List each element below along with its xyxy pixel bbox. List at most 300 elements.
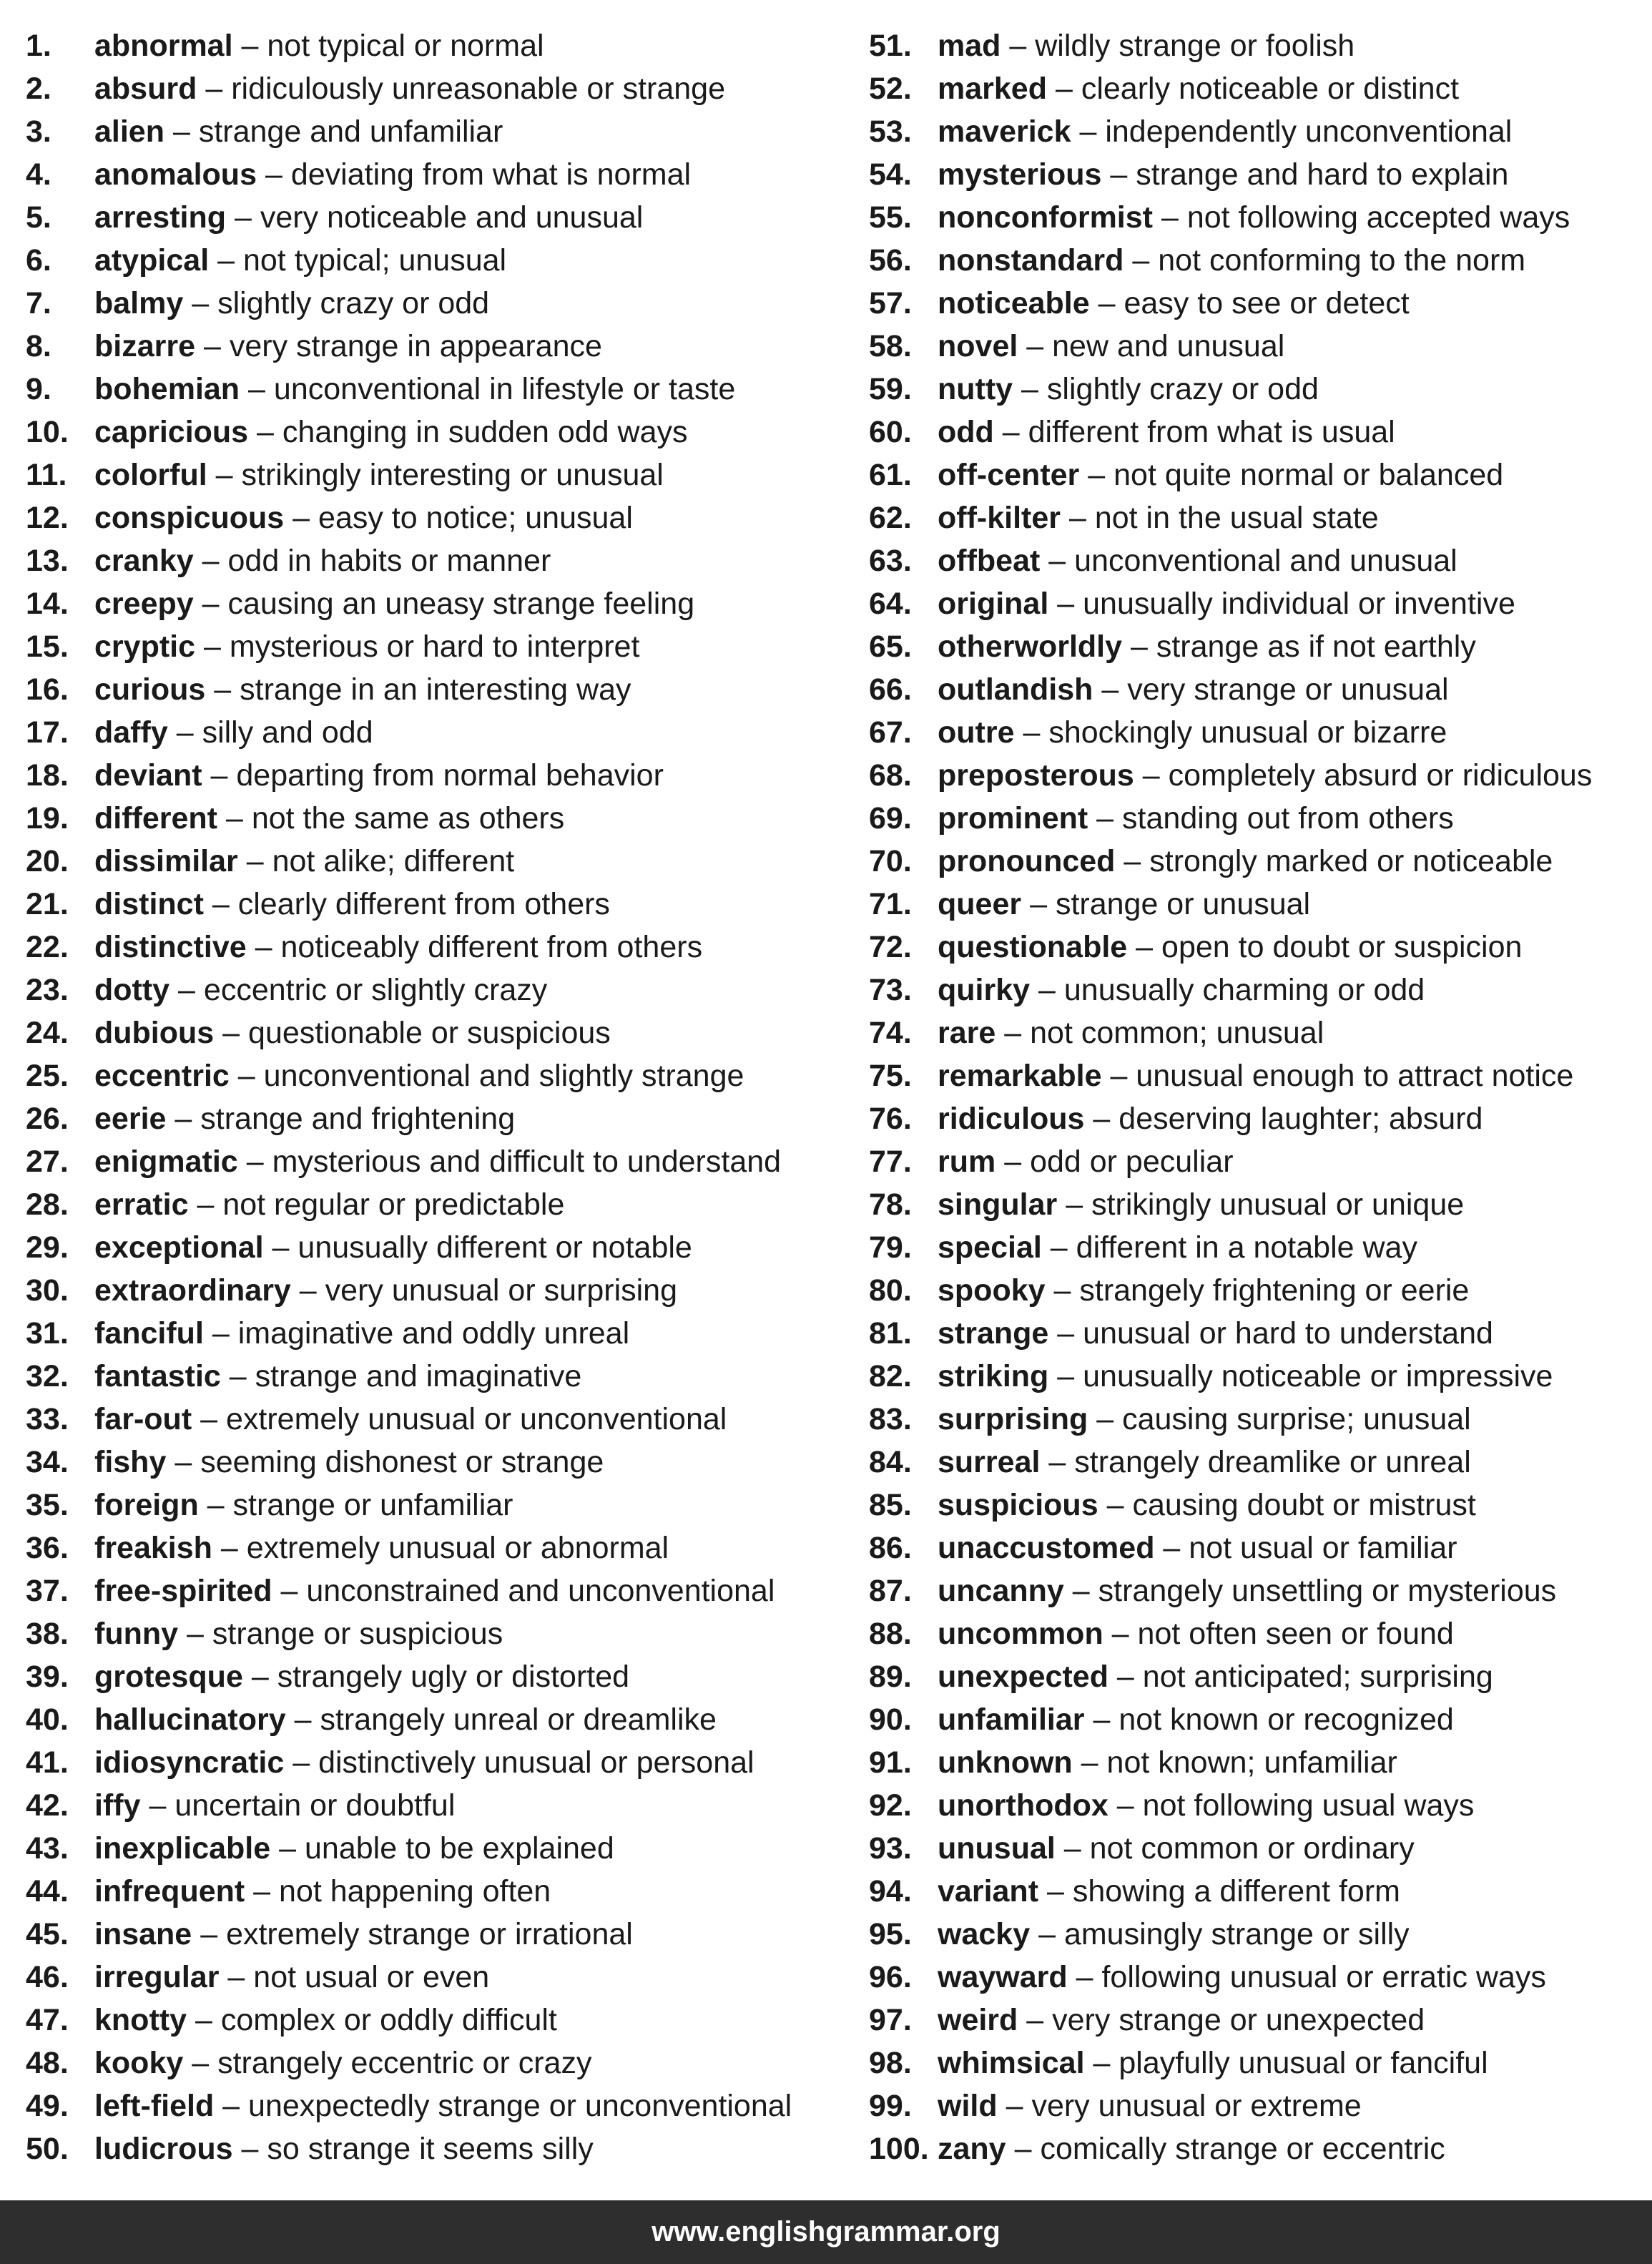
entry-dash: – [1063,1831,1081,1866]
entry-definition: strange as if not earthly [1156,629,1476,664]
entry-number: 87. [869,1574,912,1608]
entry-dash: – [174,1445,192,1479]
entry-number: 26. [26,1102,69,1136]
entry-word: nonstandard [938,243,1124,278]
entry-word: balmy [94,286,184,320]
entry-number: 61. [869,458,912,492]
entry-definition: extremely strange or irrational [226,1917,633,1951]
word-entry [869,1784,1641,1827]
entry-dash: – [1096,801,1114,835]
entry-word: spooky [938,1273,1046,1308]
entry-definition: not alike; different [272,844,515,878]
entry-dash: – [202,587,220,621]
entry-dash: – [279,1831,297,1866]
entry-definition: strangely ugly or distorted [277,1660,630,1694]
entry-number: 69. [869,801,912,835]
entry-number: 49. [26,2089,69,2123]
entry-number: 31. [26,1316,69,1351]
entry-dash: – [1111,1617,1129,1651]
entry-dash: – [251,1660,269,1694]
entry-dash: – [172,114,190,149]
word-entry [869,496,1641,539]
entry-dash: – [212,887,230,921]
entry-definition: unconventional and slightly strange [263,1059,744,1093]
word-entry [26,1484,848,1527]
word-entry [869,196,1641,239]
entry-word: prominent [938,801,1088,835]
entry-dash: – [1116,1788,1134,1823]
word-entry [26,1269,848,1312]
entry-dash: – [1057,1359,1075,1393]
entry-dash: – [1066,1187,1083,1222]
entry-number: 97. [869,2003,912,2037]
entry-word: questionable [938,930,1128,964]
entry-definition: deserving laughter; absurd [1118,1102,1483,1136]
entry-definition: different in a notable way [1076,1230,1417,1265]
entry-number: 58. [869,329,912,363]
entry-dash: – [241,29,259,63]
entry-number: 81. [869,1316,912,1351]
entry-definition: amusingly strange or silly [1063,1917,1410,1951]
entry-word: alien [94,114,164,149]
word-entry [26,969,848,1011]
entry-definition: very unusual or surprising [325,1273,678,1308]
word-entry [869,1655,1641,1698]
entry-dash: – [202,544,220,578]
entry-number: 79. [869,1230,912,1265]
entry-definition: distinctively unusual or personal [318,1745,754,1780]
entry-definition: odd in habits or manner [227,544,551,578]
entry-number: 19. [26,801,69,835]
entry-word: nonconformist [938,200,1153,235]
entry-word: eerie [94,1102,167,1136]
entry-number: 45. [26,1917,69,1951]
entry-definition: following unusual or erratic ways [1101,1960,1546,1994]
entry-definition: strangely unreal or dreamlike [320,1702,717,1737]
entry-dash: – [187,1617,204,1651]
entry-word: cryptic [94,629,196,664]
word-entry [869,239,1641,282]
entry-dash: – [1057,587,1075,621]
entry-definition: not known or recognized [1118,1702,1454,1737]
entry-definition: strangely unsettling or mysterious [1098,1574,1557,1608]
entry-dash: – [192,2046,210,2080]
entry-dash: – [214,672,232,707]
word-entry [26,1999,848,2042]
entry-definition: not usual or even [253,1960,490,1994]
entry-definition: strangely eccentric or crazy [217,2046,592,2080]
word-entry [869,1183,1641,1226]
entry-dash: – [246,844,264,878]
entry-dash: – [1093,1702,1111,1737]
entry-definition: eccentric or slightly crazy [203,973,548,1007]
entry-definition: not usual or familiar [1189,1531,1457,1565]
word-entry [26,754,848,797]
entry-definition: showing a different form [1072,1874,1400,1908]
word-entry [869,926,1641,969]
entry-word: outlandish [938,672,1093,707]
entry-definition: very strange or unexpected [1052,2003,1425,2037]
entry-definition: independently unconventional [1105,114,1513,149]
entry-dash: – [1046,1874,1064,1908]
entry-word: fantastic [94,1359,221,1393]
entry-definition: slightly crazy or odd [217,286,490,320]
entry-dash: – [299,1273,317,1308]
entry-word: outre [938,715,1015,750]
entry-word: surreal [938,1445,1041,1479]
entry-dash: – [1048,1445,1066,1479]
word-entry [869,24,1641,67]
word-entry [26,1870,848,1913]
word-entry [26,1612,848,1655]
entry-dash: – [234,200,252,235]
entry-definition: deviating from what is normal [290,157,692,192]
entry-dash: – [1081,1745,1098,1780]
word-entry [869,582,1641,625]
entry-word: whimsical [938,2046,1085,2080]
entry-definition: strange or suspicious [212,1617,503,1651]
entry-number: 51. [869,29,912,63]
entry-definition: departing from normal behavior [236,758,664,793]
word-entry [26,797,848,840]
entry-dash: – [1130,629,1148,664]
entry-definition: extremely unusual or abnormal [246,1531,669,1565]
word-entry [26,1226,848,1269]
entry-definition: not the same as others [251,801,565,835]
entry-definition: not following usual ways [1142,1788,1475,1823]
entry-number: 29. [26,1230,69,1265]
entry-definition: unusually different or notable [298,1230,692,1265]
entry-word: ludicrous [94,2132,233,2166]
entry-definition: strange and imaginative [255,1359,582,1393]
entry-definition: not regular or predictable [222,1187,565,1222]
entry-number: 55. [869,200,912,235]
entry-dash: – [257,415,274,449]
entry-definition: odd or peculiar [1030,1145,1234,1179]
entry-number: 70. [869,844,912,878]
entry-word: enigmatic [94,1145,238,1179]
entry-word: distinctive [94,930,247,964]
word-entry [869,754,1641,797]
entry-number: 35. [26,1488,69,1522]
entry-definition: unconventional in lifestyle or taste [273,372,736,406]
entry-number: 14. [26,587,69,621]
word-entry [869,153,1641,196]
entry-dash: – [1076,1960,1093,1994]
entry-definition: strangely frightening or eerie [1079,1273,1470,1308]
entry-number: 52. [869,72,912,106]
entry-definition: unusual or hard to understand [1083,1316,1493,1351]
word-entry [26,582,848,625]
word-entry [26,2084,848,2127]
entry-definition: not common or ordinary [1089,1831,1415,1866]
entry-word: weird [938,2003,1018,2037]
entry-dash: – [203,629,221,664]
entry-number: 94. [869,1874,912,1908]
entry-word: idiosyncratic [94,1745,285,1780]
entry-word: special [938,1230,1042,1265]
entry-dash: – [176,715,194,750]
entry-definition: easy to see or detect [1124,286,1410,320]
entry-number: 73. [869,973,912,1007]
word-entry [869,325,1641,368]
entry-dash: – [229,1359,247,1393]
entry-definition: not typical; unusual [242,243,507,278]
entry-word: grotesque [94,1660,243,1694]
entry-word: variant [938,1874,1039,1908]
entry-word: bizarre [94,329,196,363]
entry-definition: very noticeable and unusual [260,200,644,235]
word-entry [869,1140,1641,1183]
word-entry [869,2042,1641,2084]
entry-dash: – [253,1874,271,1908]
entry-definition: easy to notice; unusual [318,501,633,535]
entry-definition: very strange in appearance [229,329,602,363]
entry-number: 25. [26,1059,69,1093]
word-entry [26,110,848,153]
entry-definition: causing surprise; unusual [1122,1402,1471,1436]
entry-word: far-out [94,1402,192,1436]
entry-word: dubious [94,1016,215,1050]
entry-number: 27. [26,1145,69,1179]
word-entry [869,1527,1641,1569]
entry-definition: different from what is usual [1028,415,1395,449]
entry-word: striking [938,1359,1049,1393]
entry-dash: – [203,329,221,363]
entry-definition: very strange or unusual [1127,672,1449,707]
entry-number: 20. [26,844,69,878]
entry-dash: – [1038,1917,1056,1951]
entry-word: uncommon [938,1617,1103,1651]
entry-dash: – [1021,372,1038,406]
entry-definition: mysterious and difficult to understand [272,1145,782,1179]
word-entry [869,539,1641,582]
entry-dash: – [265,157,282,192]
entry-word: off-center [938,458,1080,492]
entry-number: 75. [869,1059,912,1093]
entry-definition: not anticipated; surprising [1142,1660,1493,1694]
entry-word: uncanny [938,1574,1064,1608]
entry-dash: – [1055,72,1073,106]
entry-word: conspicuous [94,501,285,535]
entry-dash: – [1026,329,1044,363]
entry-word: free-spirited [94,1574,272,1608]
word-entry [26,1054,848,1097]
entry-number: 59. [869,372,912,406]
entry-dash: – [174,1102,192,1136]
entry-word: inexplicable [94,1831,271,1866]
word-entry [869,711,1641,754]
entry-definition: changing in sudden odd ways [282,415,688,449]
entry-number: 40. [26,1702,69,1737]
entry-dash: – [1106,1488,1124,1522]
entry-number: 44. [26,1874,69,1908]
entry-number: 68. [869,758,912,793]
word-entry [869,1226,1641,1269]
entry-definition: unusually charming or odd [1063,973,1425,1007]
entry-number: 41. [26,1745,69,1780]
entry-word: cranky [94,544,194,578]
entry-number: 93. [869,1831,912,1866]
word-entry [869,1011,1641,1054]
word-entry [869,1569,1641,1612]
entry-definition: strikingly interesting or unusual [241,458,664,492]
word-entry [26,1355,848,1398]
entry-word: left-field [94,2089,215,2123]
word-entry [26,1011,848,1054]
entry-number: 54. [869,157,912,192]
entry-definition: strikingly unusual or unique [1091,1187,1465,1222]
entry-word: absurd [94,72,197,106]
entry-dash: – [294,1702,312,1737]
entry-definition: strange or unusual [1055,887,1311,921]
entry-dash: – [217,243,235,278]
word-entry [26,1569,848,1612]
entry-dash: – [1116,1660,1134,1694]
entry-number: 10. [26,415,69,449]
entry-definition: not often seen or found [1137,1617,1454,1651]
entry-word: singular [938,1187,1058,1222]
entry-dash: – [248,372,265,406]
entry-number: 71. [869,887,912,921]
entry-number: 13. [26,544,69,578]
entry-number: 91. [869,1745,912,1780]
entry-word: distinct [94,887,204,921]
entry-definition: seeming dishonest or strange [200,1445,604,1479]
entry-definition: shockingly unusual or bizarre [1048,715,1447,750]
entry-dash: – [1030,887,1047,921]
entry-number: 65. [869,629,912,664]
word-entry [869,2127,1641,2170]
entry-definition: ridiculously unreasonable or strange [231,72,725,106]
entry-dash: – [292,501,310,535]
word-entry [869,1999,1641,2042]
entry-word: unusual [938,1831,1056,1866]
word-entry [869,411,1641,454]
word-entry [869,1698,1641,1741]
entry-word: mysterious [938,157,1102,192]
entry-word: unknown [938,1745,1073,1780]
entry-dash: – [1014,2132,1032,2166]
entry-definition: strange and hard to explain [1136,157,1509,192]
entry-number: 84. [869,1445,912,1479]
entry-number: 99. [869,2089,912,2123]
entry-word: queer [938,887,1022,921]
entry-dash: – [215,458,233,492]
word-entry [26,1698,848,1741]
entry-dash: – [227,1960,245,1994]
entry-definition: slightly crazy or odd [1046,372,1319,406]
entry-word: unaccustomed [938,1531,1155,1565]
word-entry [869,1398,1641,1441]
entry-word: exceptional [94,1230,264,1265]
entry-word: zany [938,2132,1006,2166]
entry-word: extraordinary [94,1273,291,1308]
entry-number: 88. [869,1617,912,1651]
entry-word: preposterous [938,758,1134,793]
entry-number: 48. [26,2046,69,2080]
entry-definition: noticeably different from others [280,930,703,964]
entry-dash: – [195,2003,212,2037]
word-entry [26,1741,848,1784]
entry-word: marked [938,72,1047,106]
word-entry [869,1913,1641,1956]
word-entry [869,1484,1641,1527]
entry-number: 24. [26,1016,69,1050]
entry-definition: unusual enough to attract notice [1136,1059,1574,1093]
entry-dash: – [1002,415,1020,449]
entry-definition: unusually individual or inventive [1083,587,1515,621]
entry-definition: imaginative and oddly unreal [237,1316,630,1351]
entry-word: erratic [94,1187,189,1222]
entry-word: maverick [938,114,1071,149]
entry-number: 7. [26,286,51,320]
entry-dash: – [1088,458,1106,492]
entry-dash: – [1096,1402,1114,1436]
entry-word: unexpected [938,1660,1108,1694]
word-entry [869,969,1641,1011]
entry-definition: not known; unfamiliar [1106,1745,1397,1780]
entry-number: 32. [26,1359,69,1393]
entry-word: dissimilar [94,844,238,878]
entry-definition: unconventional and unusual [1074,544,1457,578]
entry-definition: playfully unusual or fanciful [1118,2046,1488,2080]
word-entry [26,67,848,110]
word-entry [869,67,1641,110]
entry-dash: – [255,930,272,964]
entry-number: 89. [869,1660,912,1694]
entry-number: 17. [26,715,69,750]
entry-dash: – [280,1574,298,1608]
word-entry [26,1097,848,1140]
entry-definition: strongly marked or noticeable [1149,844,1553,878]
entry-word: arresting [94,200,227,235]
entry-number: 3. [26,114,51,149]
entry-word: odd [938,415,994,449]
entry-definition: strange or unfamiliar [232,1488,513,1522]
entry-definition: very unusual or extreme [1031,2089,1362,2123]
entry-word: anomalous [94,157,257,192]
word-entry [869,368,1641,411]
entry-dash: – [200,1402,218,1436]
entry-number: 50. [26,2132,69,2166]
entry-number: 21. [26,887,69,921]
entry-word: otherworldly [938,629,1123,664]
entry-number: 76. [869,1102,912,1136]
left-word-list [26,24,848,2170]
entry-definition: strange and frightening [200,1102,516,1136]
entry-number: 8. [26,329,51,363]
entry-number: 90. [869,1702,912,1737]
entry-word: pronounced [938,844,1116,878]
entry-definition: not happening often [279,1874,551,1908]
entry-dash: – [207,1488,225,1522]
word-entry [869,1441,1641,1484]
entry-number: 78. [869,1187,912,1222]
entry-dash: – [1048,544,1066,578]
word-entry [869,1956,1641,1999]
entry-word: bohemian [94,372,240,406]
entry-dash: – [197,1187,215,1222]
entry-dash: – [1093,2046,1111,2080]
entry-definition: mysterious or hard to interpret [229,629,640,664]
entry-word: capricious [94,415,249,449]
word-entry [26,1398,848,1441]
word-entry [26,1441,848,1484]
entry-dash: – [205,72,223,106]
entry-dash: – [220,1531,238,1565]
entry-definition: strangely dreamlike or unreal [1074,1445,1471,1479]
